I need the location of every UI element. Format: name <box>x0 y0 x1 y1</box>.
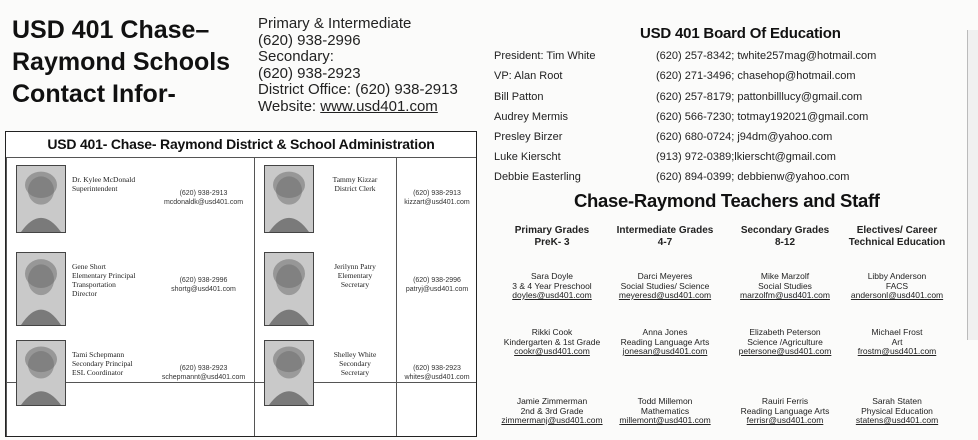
board-member-contact: (913) 972-0389;lkierscht@gmail.com <box>656 151 836 163</box>
admin-photo <box>264 252 314 326</box>
admin-photo <box>16 252 66 326</box>
column-head-line: Secondary Grades <box>740 225 830 236</box>
admin-name-line: Elementary <box>337 271 373 280</box>
page-title <box>12 14 230 110</box>
admin-photo <box>264 165 314 233</box>
staff-role: FACS <box>885 280 909 291</box>
admin-email[interactable]: patryj@usd401.com <box>405 286 469 293</box>
staff-email[interactable]: jonesan@usd401.com <box>622 346 708 356</box>
board-member-name: President: Tim White <box>494 50 596 62</box>
admin-email[interactable]: kizzart@usd401.com <box>404 199 470 206</box>
staff-role: Social Studies <box>758 280 812 291</box>
staff-member <box>493 397 611 426</box>
admin-email[interactable]: whites@usd401.com <box>404 374 470 381</box>
admin-phone: (620) 938-2923 <box>413 365 461 372</box>
admin-name <box>72 262 136 298</box>
staff-name: Libby Anderson <box>867 271 927 281</box>
admin-title: USD 401- Chase- Raymond District & School Administration <box>47 136 435 152</box>
staff-member <box>606 397 724 426</box>
title-line: Raymond Schools <box>12 48 231 76</box>
website-label: Website: <box>258 97 321 115</box>
board-member-name: VP: Alan Root <box>494 70 563 82</box>
admin-phone: (620) 938-2913 <box>413 190 461 197</box>
admin-name-line: Transportation <box>72 280 116 289</box>
board-member-contact: (620) 566-7230; totmay192021@gmail.com <box>656 111 869 123</box>
admin-name-line: Gene Short <box>72 262 106 271</box>
admin-name-line: Secondary Principal <box>72 359 133 368</box>
admin-contact <box>156 189 251 207</box>
staff-member <box>606 328 724 357</box>
admin-name <box>326 175 384 193</box>
primary-label: Primary & Intermediate <box>258 15 412 32</box>
staff-email[interactable]: ferrisr@usd401.com <box>746 415 824 425</box>
staff-member <box>726 397 844 426</box>
staff-role: Physical Education <box>861 405 933 416</box>
staff-email[interactable]: marzolfm@usd401.com <box>740 290 830 300</box>
column-head-line: 8-12 <box>774 237 795 248</box>
admin-contact <box>156 276 251 294</box>
column-head-line: Technical Education <box>848 237 946 248</box>
admin-email[interactable]: shortg@usd401.com <box>171 286 236 293</box>
board-member-name: Audrey Mermis <box>494 111 568 123</box>
admin-name-line: Secretary <box>340 368 370 377</box>
staff-email[interactable]: petersone@usd401.com <box>738 346 832 356</box>
staff-name: Elizabeth Peterson <box>749 327 821 337</box>
staff-member <box>493 272 611 301</box>
board-member-name: Luke Kierscht <box>494 151 561 163</box>
staff-email[interactable]: cookr@usd401.com <box>514 346 590 356</box>
admin-photo <box>16 340 66 406</box>
primary-phone: (620) 938-2996 <box>258 31 361 49</box>
staff-member <box>838 328 956 357</box>
district-office: District Office: (620) 938-2913 <box>258 81 458 98</box>
staff-role: Science /Agriculture <box>747 336 823 347</box>
secondary-label: Secondary: <box>258 48 334 65</box>
school-contact-info <box>258 16 458 115</box>
staff-role: Mathematics <box>640 405 690 416</box>
admin-name-line: Director <box>72 289 97 298</box>
staff-name: Sara Doyle <box>530 271 574 281</box>
staff-column-head <box>726 225 844 249</box>
staff-name: Anna Jones <box>642 327 688 337</box>
staff-email[interactable]: doyles@usd401.com <box>512 290 592 300</box>
staff-role: Reading Language Arts <box>620 336 710 347</box>
staff-email[interactable]: andersonl@usd401.com <box>850 290 944 300</box>
board-title: USD 401 Board Of Education <box>640 25 841 42</box>
admin-name-line: District Clerk <box>334 184 376 193</box>
staff-column-head <box>493 225 611 249</box>
column-head-line: 4-7 <box>657 237 673 248</box>
admin-contact <box>400 364 474 382</box>
admin-name-line: ESL Coordinator <box>72 368 124 377</box>
secondary-phone: (620) 938-2923 <box>258 64 361 82</box>
staff-name: Mike Marzolf <box>760 271 810 281</box>
admin-name <box>326 350 384 377</box>
staff-column-head <box>606 225 724 249</box>
staff-role: Art <box>891 336 903 347</box>
staff-name: Jamie Zimmerman <box>516 396 588 406</box>
staff-column-head <box>838 225 956 249</box>
admin-email[interactable]: schepmannt@usd401.com <box>161 374 246 381</box>
staff-name: Michael Frost <box>871 327 923 337</box>
title-line: USD 401 Chase– <box>12 16 210 44</box>
staff-email[interactable]: meyeresd@usd401.com <box>618 290 712 300</box>
staff-name: Darci Meyeres <box>637 271 693 281</box>
staff-role: Kindergarten & 1st Grade <box>503 336 601 347</box>
admin-contact <box>400 189 474 207</box>
staff-name: Sarah Staten <box>872 396 922 406</box>
admin-name <box>72 350 133 377</box>
staff-email[interactable]: statens@usd401.com <box>855 415 939 425</box>
staff-name: Rauiri Ferris <box>761 396 809 406</box>
staff-member <box>493 328 611 357</box>
board-member-name: Bill Patton <box>494 91 544 103</box>
staff-name: Todd Millemon <box>637 396 693 406</box>
admin-name-line: Jerilynn Patry <box>334 262 376 271</box>
staff-role: Reading Language Arts <box>740 405 830 416</box>
board-member-name: Presley Birzer <box>494 131 563 143</box>
column-head-line: Primary Grades <box>514 225 590 236</box>
admin-name <box>72 175 135 193</box>
staff-title: Chase-Raymond Teachers and Staff <box>574 190 880 211</box>
staff-role: 3 & 4 Year Preschool <box>512 280 592 291</box>
board-member-contact: (620) 680-0724; j94dm@yahoo.com <box>656 131 833 143</box>
staff-member <box>726 328 844 357</box>
admin-photo <box>16 165 66 233</box>
staff-email[interactable]: millemont@usd401.com <box>619 415 711 425</box>
admin-phone: (620) 938-2996 <box>413 277 461 284</box>
admin-name-line: Secondary <box>339 359 371 368</box>
staff-name: Rikki Cook <box>531 327 573 337</box>
board-member-name: Debbie Easterling <box>494 171 581 183</box>
admin-name-line: Tami Schepmann <box>72 350 125 359</box>
admin-table <box>5 131 477 437</box>
admin-email[interactable]: mcdonaldk@usd401.com <box>163 199 244 206</box>
admin-contact <box>400 276 474 294</box>
admin-name <box>326 262 384 289</box>
admin-phone: (620) 938-2996 <box>179 277 228 284</box>
staff-email[interactable]: frostm@usd401.com <box>857 346 937 356</box>
admin-name-line: Elementary Principal <box>72 271 136 280</box>
admin-photo <box>264 340 314 406</box>
staff-email[interactable]: zimmermanj@usd401.com <box>501 415 603 425</box>
admin-name-line: Tammy Kizzar <box>332 175 378 184</box>
board-member-contact: (620) 271-3496; chasehop@hotmail.com <box>656 70 856 82</box>
staff-member <box>838 397 956 426</box>
staff-member <box>726 272 844 301</box>
admin-phone: (620) 938-2913 <box>179 190 228 197</box>
admin-contact <box>156 364 251 382</box>
admin-phone: (620) 938-2923 <box>179 365 228 372</box>
staff-role: 2nd & 3rd Grade <box>520 405 584 416</box>
website-line <box>258 99 458 116</box>
staff-role: Social Studies/ Science <box>620 280 710 291</box>
staff-member <box>606 272 724 301</box>
staff-member <box>838 272 956 301</box>
board-member-contact: (620) 894-0399; debbienw@yahoo.com <box>656 171 850 183</box>
title-line: Contact Infor- <box>12 80 176 108</box>
board-member-contact: (620) 257-8342; twhite257mag@hotmail.com <box>656 50 877 62</box>
column-head-line: Electives/ Career <box>856 225 938 236</box>
column-head-line: Intermediate Grades <box>616 225 714 236</box>
admin-name-line: Shelley White <box>333 350 377 359</box>
board-member-contact: (620) 257-8179; pattonbilllucy@gmail.com <box>656 91 863 103</box>
admin-name-line: Dr. Kylee McDonald <box>72 175 136 184</box>
page-edge <box>967 30 978 340</box>
website-link[interactable]: www.usd401.com <box>320 97 438 115</box>
column-head-line: PreK- 3 <box>534 237 570 248</box>
admin-name-line: Superintendent <box>72 184 118 193</box>
admin-name-line: Secretary <box>340 280 370 289</box>
